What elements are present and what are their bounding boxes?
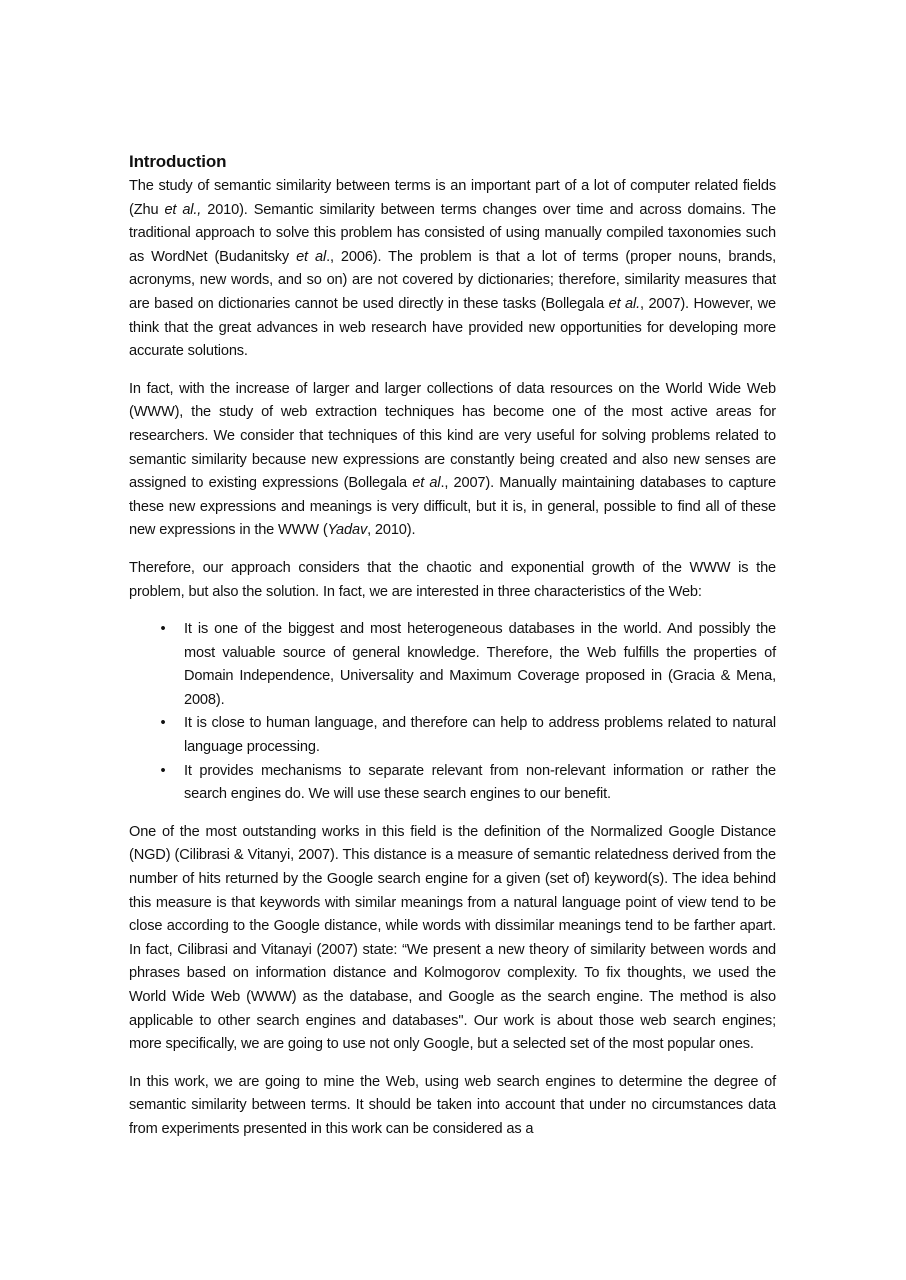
document-page — [129, 150, 776, 1142]
bullet-list — [129, 618, 776, 807]
p1-citation-3: et al. — [608, 295, 641, 312]
bullet-item-3 — [160, 760, 776, 807]
paragraph-5: In this work, we are going to mine the Web, using web search engines to determine the degree of semantic similarity between terms. It should be taken into account that under no circumstances data from experiments presented in this work can be considered as a — [129, 1073, 776, 1137]
p1-citation-2: et al — [296, 248, 327, 265]
p1-text-4: , 2007). However, we think that the great advances in web research have provided new opportunities for developing more accurate solutions. — [129, 295, 776, 360]
p2-text-3: , 2010). — [367, 522, 416, 539]
p1-text-2: 2010). Semantic similarity between terms changes over time and across domains. The traditional approach to solve this problem has consisted of using manually compiled taxonomies such as WordNet (Budanitsky — [129, 201, 776, 265]
bullet-icon: • — [160, 715, 166, 732]
p2-text-1: In fact, with the increase of larger and larger collections of data resources on the World Wide Web (WWW), the study of web extraction techniques has become one of the most active areas for researchers. We consider that techniques of this kind are very useful for solving problems related to semantic similarity because new expressions are constantly being created and also new senses are assigned to existing expressions (Bollegala — [129, 380, 776, 492]
bullet-text-3: It provides mechanisms to separate relevant from non-relevant information or rather the search engines do. We will use these search engines to our benefit. — [184, 762, 776, 803]
bullet-text-1: It is one of the biggest and most heterogeneous databases in the world. And possibly the most valuable source of general knowledge. Therefore, the Web fulfills the properties of Domain Independence, Universality and Maximum Coverage proposed in (Gracia & Mena, 2008). — [184, 621, 776, 708]
section-heading: Introduction — [129, 152, 227, 171]
p2-citation-1: et al — [412, 475, 441, 492]
paragraph-1 — [129, 175, 776, 364]
p1-text-1: The study of semantic similarity between terms is an important part of a lot of computer related fields (Zhu — [129, 178, 776, 218]
paragraph-3: Therefore, our approach considers that the chaotic and exponential growth of the WWW is the problem, but also the solution. In fact, we are interested in three characteristics of the Web: — [129, 559, 776, 600]
bullet-icon: • — [160, 762, 166, 779]
bullet-text-2: It is close to human language, and therefore can help to address problems related to natural language processing. — [184, 715, 776, 756]
p2-text-2: ., 2007). Manually maintaining databases to capture these new expressions and meanings is very difficult, but it is, in general, possible to find all of these new expressions in the WWW ( — [129, 475, 776, 539]
bullet-icon: • — [160, 621, 166, 638]
bullet-item-1 — [160, 618, 776, 712]
paragraph-4: One of the most outstanding works in this field is the definition of the Normalized Google Distance (NGD) (Cilibrasi & Vitanyi, 2007). This distance is a measure of semantic relatedness derived from the number of hits returned by the Google search engine for a given (set of) keyword(s). The idea behind this measure is that keywords with similar meanings from a natural language point of view tend to be close according to the Google distance, while words with dissimilar meanings tend to be farther apart. In fact, Cilibrasi and Vitanayi (2007) state: “We present a new theory of similarity between words and phrases based on information distance and Kolmogorov complexity. To fix thoughts, we used the World Wide Web (WWW) as the database, and Google as the search engine. The method is also applicable to other search engines and databases''. Our work is about those web search engines; more specifically, we are going to use not only Google, but a selected set of the most popular ones. — [129, 823, 776, 1053]
p1-text-3: ., 2006). The problem is that a lot of terms (proper nouns, brands, acronyms, new words, and so on) are not covered by dictionaries; therefore, similarity measures that are based on dictionaries cannot be used directly in these tasks (Bollegala — [129, 248, 777, 312]
p2-citation-2: Yadav — [327, 522, 368, 539]
bullet-item-2 — [160, 712, 776, 759]
paragraph-2 — [129, 378, 776, 543]
p1-citation-1: et al., — [164, 201, 202, 218]
